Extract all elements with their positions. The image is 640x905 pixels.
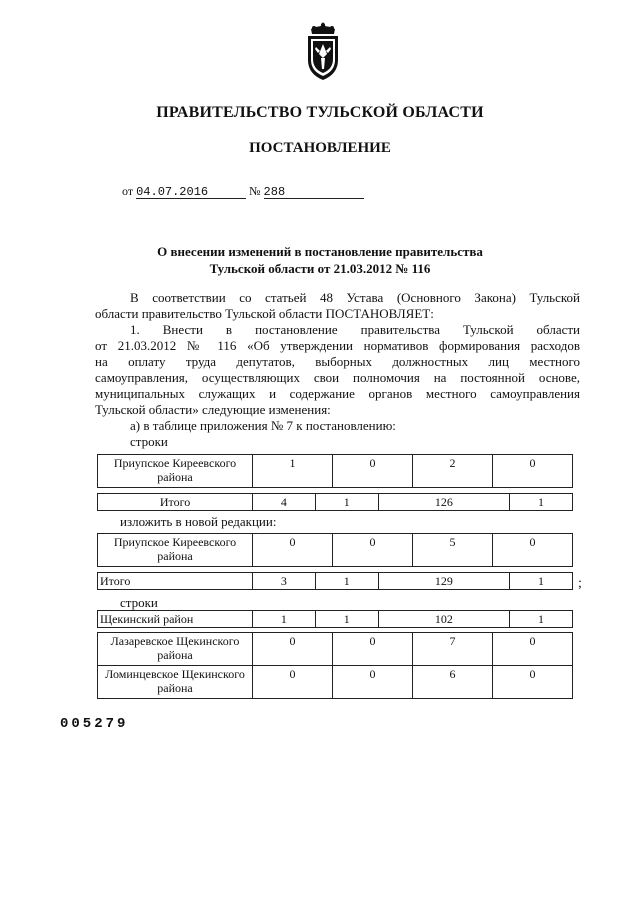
table-cell: Итого (98, 494, 253, 511)
district-rows-table (97, 610, 573, 628)
date-prefix: от (122, 184, 134, 198)
number-prefix: № (249, 184, 261, 198)
document-type: ПОСТАНОВЛЕНИЕ (249, 140, 391, 156)
date-number-line (122, 184, 364, 199)
table-cell: 1 (510, 494, 573, 511)
table-cell: 0 (493, 534, 573, 567)
table-row (98, 455, 573, 488)
rows-label: строки (130, 434, 168, 449)
table-cell: 3 (253, 573, 316, 590)
subitem-a: а) в таблице приложения № 7 к постановлению: (130, 418, 396, 433)
table-cell: 4 (253, 494, 316, 511)
settlements-table (97, 632, 573, 699)
old-total-table (97, 493, 573, 511)
table-cell: 0 (333, 633, 413, 666)
table-cell: Щекинский район (98, 611, 253, 628)
semicolon: ; (578, 576, 582, 591)
table-cell: 1 (315, 494, 378, 511)
table-cell: 0 (493, 633, 573, 666)
table-cell: 0 (333, 666, 413, 699)
table-cell: 7 (413, 633, 493, 666)
table-cell: 0 (253, 534, 333, 567)
table-cell: 2 (413, 455, 493, 488)
table-cell: 1 (510, 611, 573, 628)
table-cell: 0 (333, 534, 413, 567)
paragraph-preamble: В соответствии со статьей 48 Устава (Основного Закона) Тульской области правительство Тульской области ПОСТАНОВЛЯЕТ: (95, 290, 580, 321)
new-edition-label: изложить в новой редакции: (120, 514, 277, 529)
table-cell: 0 (253, 633, 333, 666)
table-cell: 1 (253, 455, 333, 488)
table-row (98, 633, 573, 666)
table-cell: Приупское Киреевского района (98, 455, 253, 488)
table-cell: 1 (253, 611, 316, 628)
table-row (98, 573, 573, 590)
table-cell: 0 (493, 455, 573, 488)
table-cell: 129 (378, 573, 509, 590)
table-cell: 126 (378, 494, 509, 511)
table-row (98, 494, 573, 511)
coat-of-arms-icon (303, 20, 343, 82)
table-cell: Лазаревское Щекинского района (98, 633, 253, 666)
table-cell: 1 (315, 573, 378, 590)
government-title: ПРАВИТЕЛЬСТВО ТУЛЬСКОЙ ОБЛАСТИ (156, 104, 484, 121)
table-cell: 6 (413, 666, 493, 699)
registration-number: 005279 (60, 716, 129, 732)
table-cell: 0 (493, 666, 573, 699)
table-cell: 0 (253, 666, 333, 699)
table-row (98, 611, 573, 628)
table-row (98, 666, 573, 699)
table-cell: Приупское Киреевского района (98, 534, 253, 567)
table-cell: 0 (333, 455, 413, 488)
table-cell: 102 (378, 611, 509, 628)
document-subject: О внесении изменений в постановление правительства Тульской области от 21.03.2012 № 116 (157, 244, 483, 276)
table-cell: 1 (315, 611, 378, 628)
paragraph-item-1: 1. Внести в постановление правительства Тульской области от 21.03.2012 № 116 «Об утверждении нормативов формирования расходов на оплату труда депутатов, выборных должностных лиц местного самоуправления, осуществляющих свои полномочия на постоянной основе, муниципальных служащих и содержание органов местного самоуправления Тульской области» следующие изменения: (95, 322, 580, 417)
old-rows-table (97, 454, 573, 488)
table-row (98, 534, 573, 567)
new-rows-table (97, 533, 573, 567)
table-cell: Итого (98, 573, 253, 590)
rows-label-2: строки (120, 595, 158, 610)
table-cell: 1 (510, 573, 573, 590)
table-cell: 5 (413, 534, 493, 567)
new-total-table (97, 572, 573, 590)
date-field: 04.07.2016 (136, 184, 246, 199)
table-cell: Ломинцевское Щекинского района (98, 666, 253, 699)
number-field: 288 (264, 184, 364, 199)
